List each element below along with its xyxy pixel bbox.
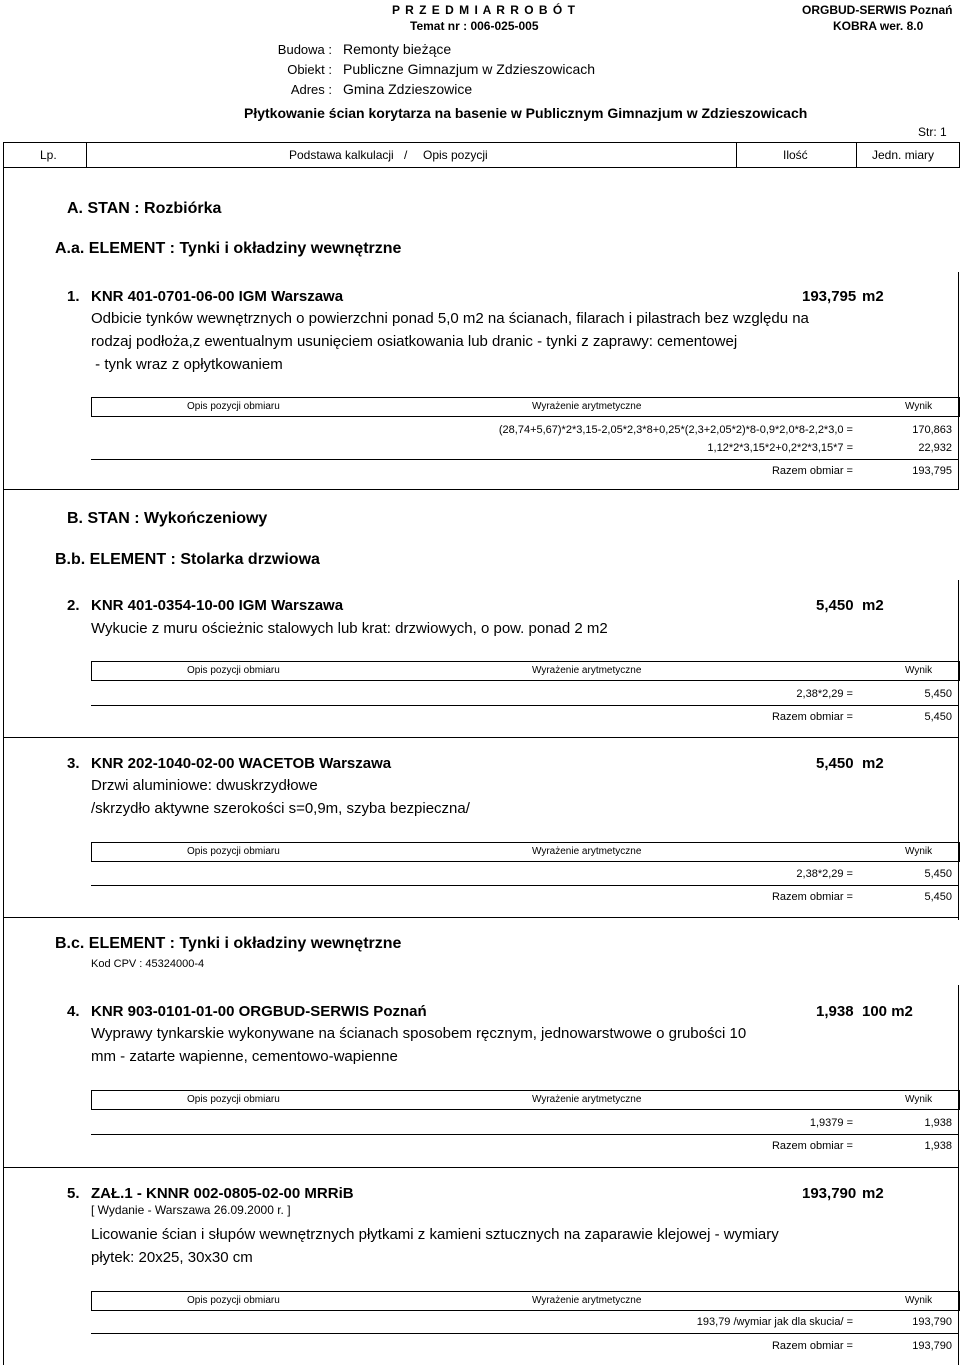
- position-quantity: 193,790: [802, 1185, 857, 1202]
- software-version: KOBRA wer. 8.0: [833, 19, 924, 33]
- measure-total-label: Razem obmiar =: [771, 465, 853, 477]
- col-lp: Lp.: [40, 148, 57, 162]
- section-aa: A.a. ELEMENT : Tynki i okładziny wewnętrzne: [55, 240, 402, 257]
- position-quantity: 193,795: [802, 288, 857, 305]
- position-code: ZAŁ.1 - KNNR 002-0805-02-00 MRRiB: [91, 1185, 354, 1202]
- position-code: KNR 401-0354-10-00 IGM Warszawa: [91, 597, 344, 614]
- measure-total: 193,790: [912, 1340, 952, 1352]
- section-bc: B.c. ELEMENT : Tynki i okładziny wewnętrzne: [55, 935, 402, 952]
- col-podstawa: Podstawa kalkulacji: [289, 148, 394, 162]
- position-unit: m2: [862, 1185, 884, 1202]
- measure-col-opis: Opis pozycji obmiaru: [187, 1295, 280, 1306]
- measure-total: 5,450: [924, 891, 952, 903]
- measure-col-wyrazenie: Wyrażenie arytmetyczne: [532, 1094, 642, 1105]
- position-description: Licowanie ścian i słupów wewnętrznych płytkami z kamieni sztucznych na zaparawie klejowej - wymiary: [91, 1226, 779, 1243]
- measure-total: 1,938: [924, 1140, 952, 1152]
- measure-col-wyrazenie: Wyrażenie arytmetyczne: [532, 665, 642, 676]
- budowa-label: Budowa :: [277, 42, 332, 57]
- measure-expression: 1,12*2*3,15*2+0,2*2*3,15*7 =: [707, 442, 853, 454]
- col-ilosc: Ilość: [783, 148, 808, 162]
- document-type: P R Z E D M I A R R O B Ó T: [392, 3, 576, 17]
- measure-col-opis: Opis pozycji obmiaru: [187, 401, 280, 412]
- position-number: 4.: [67, 1003, 80, 1020]
- measure-total-label: Razem obmiar =: [771, 1140, 853, 1152]
- measure-total-label: Razem obmiar =: [771, 1340, 853, 1352]
- measure-col-wynik: Wynik: [905, 1295, 933, 1306]
- position-unit: 100 m2: [862, 1003, 913, 1020]
- measure-result: 22,932: [918, 442, 952, 454]
- measure-col-wyrazenie: Wyrażenie arytmetyczne: [532, 401, 642, 412]
- position-quantity: 5,450: [816, 755, 854, 772]
- measure-result: 5,450: [924, 688, 952, 700]
- topic-number: Temat nr : 006-025-005: [410, 19, 539, 33]
- measure-result: 193,790: [912, 1316, 952, 1328]
- measure-expression: (28,74+5,67)*2*3,15-2,05*2,3*8+0,25*(2,3+2,05*2)*8-0,9*2,0*8-2,2*3,0 =: [498, 424, 853, 436]
- position-description: płytek: 20x25, 30x30 cm: [91, 1249, 253, 1266]
- section-b: B. STAN : Wykończeniowy: [67, 510, 268, 527]
- measure-expression: 2,38*2,29 =: [796, 868, 853, 880]
- position-unit: m2: [862, 597, 884, 614]
- position-description: Wyprawy tynkarskie wykonywane na ścianach sposobem ręcznym, jednowarstwowe o grubości 10: [91, 1025, 747, 1042]
- position-description: Wykucie z muru ościeżnic stalowych lub krat: drzwiowych, o pow. ponad 2 m2: [91, 620, 608, 637]
- measure-col-opis: Opis pozycji obmiaru: [187, 665, 280, 676]
- position-description: Drzwi aluminiowe: dwuskrzydłowe: [91, 777, 318, 794]
- position-quantity: 5,450: [816, 597, 854, 614]
- position-description: mm - zatarte wapienne, cementowo-wapienne: [91, 1048, 398, 1065]
- col-jedn: Jedn. miary: [872, 148, 935, 162]
- measure-expression: 193,79 /wymiar jak dla skucia/ =: [696, 1316, 853, 1328]
- document-title: Płytkowanie ścian korytarza na basenie w Publicznym Gimnazjum w Zdzieszowicach: [244, 105, 808, 121]
- measure-col-wynik: Wynik: [905, 1094, 933, 1105]
- measure-expression: 1,9379 =: [809, 1117, 853, 1129]
- adres-value: Gmina Zdzieszowice: [343, 81, 473, 97]
- budowa-value: Remonty bieżące: [343, 41, 452, 57]
- adres-label: Adres :: [290, 82, 332, 97]
- measure-total: 5,450: [924, 711, 952, 723]
- cpv-code: Kod CPV : 45324000-4: [91, 958, 205, 970]
- measure-expression: 2,38*2,29 =: [796, 688, 853, 700]
- measure-col-wynik: Wynik: [905, 665, 933, 676]
- position-edition: [ Wydanie - Warszawa 26.09.2000 r. ]: [91, 1203, 291, 1217]
- position-number: 2.: [67, 597, 80, 614]
- obiekt-label: Obiekt :: [287, 62, 332, 77]
- measure-col-opis: Opis pozycji obmiaru: [187, 846, 280, 857]
- measure-result: 5,450: [924, 868, 952, 880]
- section-a: A. STAN : Rozbiórka: [67, 200, 222, 217]
- position-description: Odbicie tynków wewnętrznych o powierzchni ponad 5,0 m2 na ścianach, filarach i pilastrach bez względu na: [91, 310, 809, 327]
- position-description: rodzaj podłoża,z ewentualnym usunięciem osiatkowania lub dranic - tynki z zaprawy: cementowej: [91, 333, 738, 350]
- position-description: /skrzydło aktywne szerokości s=0,9m, szyba bezpieczna/: [91, 800, 470, 817]
- col-slash: /: [404, 148, 408, 162]
- company-name: ORGBUD-SERWIS Poznań: [802, 3, 953, 17]
- measure-total-label: Razem obmiar =: [771, 891, 853, 903]
- measure-result: 1,938: [924, 1117, 952, 1129]
- position-code: KNR 401-0701-06-00 IGM Warszawa: [91, 288, 344, 305]
- page-number: Str: 1: [918, 125, 947, 139]
- position-quantity: 1,938: [816, 1003, 854, 1020]
- position-number: 5.: [67, 1185, 80, 1202]
- position-code: KNR 202-1040-02-00 WACETOB Warszawa: [91, 755, 392, 772]
- measure-col-wyrazenie: Wyrażenie arytmetyczne: [532, 1295, 642, 1306]
- position-unit: m2: [862, 755, 884, 772]
- measure-col-wynik: Wynik: [905, 401, 933, 412]
- col-opis: Opis pozycji: [423, 148, 488, 162]
- position-number: 3.: [67, 755, 80, 772]
- position-description: - tynk wraz z opłytkowaniem: [91, 356, 283, 373]
- measure-result: 170,863: [912, 424, 952, 436]
- position-number: 1.: [67, 288, 80, 305]
- measure-total: 193,795: [912, 465, 952, 477]
- obiekt-value: Publiczne Gimnazjum w Zdzieszowicach: [343, 61, 596, 77]
- measure-col-wynik: Wynik: [905, 846, 933, 857]
- position-code: KNR 903-0101-01-00 ORGBUD-SERWIS Poznań: [91, 1003, 427, 1020]
- section-bb: B.b. ELEMENT : Stolarka drzwiowa: [55, 551, 320, 568]
- measure-col-opis: Opis pozycji obmiaru: [187, 1094, 280, 1105]
- page-border-left: [3, 166, 4, 1365]
- measure-total-label: Razem obmiar =: [771, 711, 853, 723]
- measure-col-wyrazenie: Wyrażenie arytmetyczne: [532, 846, 642, 857]
- position-unit: m2: [862, 288, 884, 305]
